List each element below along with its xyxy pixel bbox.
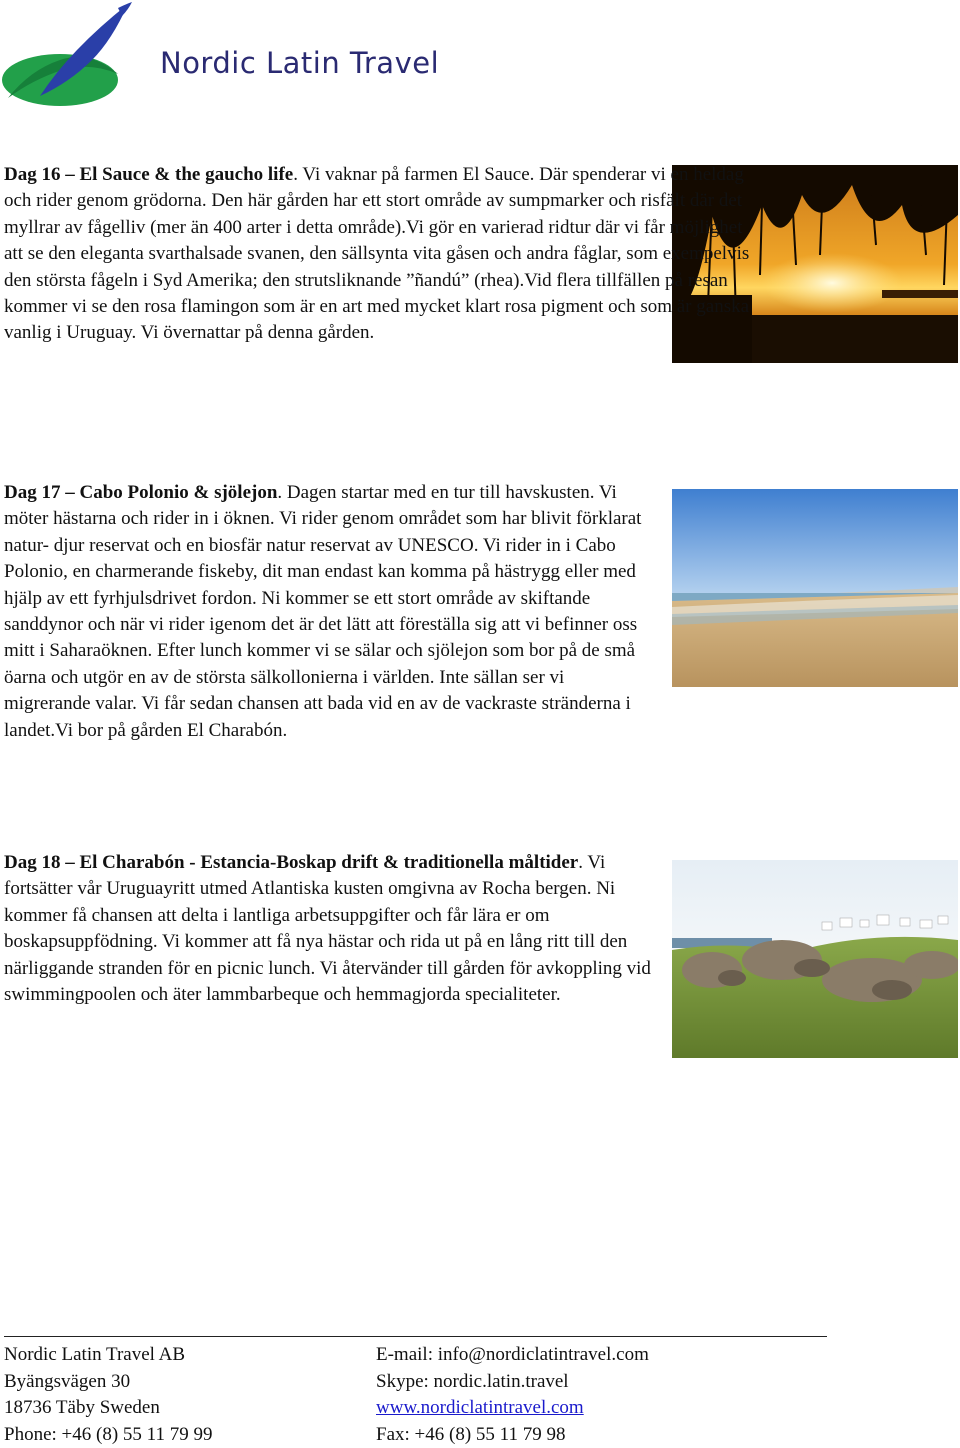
footer-city: 18736 Täby Sweden	[4, 1395, 212, 1422]
day16-title: Dag 16 – El Sauce & the gaucho life	[4, 164, 293, 185]
footer-street: Byängsvägen 30	[4, 1369, 212, 1396]
day18-wrap	[4, 850, 664, 1008]
footer-phone: Phone: +46 (8) 55 11 79 99	[4, 1422, 212, 1448]
footer-company: Nordic Latin Travel AB	[4, 1342, 212, 1369]
day16-section	[4, 162, 764, 347]
day18-section	[4, 850, 664, 1008]
day17-wrap-a	[4, 480, 644, 744]
company-logo	[0, 0, 460, 115]
footer-fax: Fax: +46 (8) 55 11 79 98	[376, 1422, 649, 1448]
footer-divider	[4, 1336, 827, 1337]
day16-wrap	[4, 162, 764, 347]
footer-website-link[interactable]: www.nordiclatintravel.com	[376, 1395, 649, 1422]
footer-skype: Skype: nordic.latin.travel	[376, 1369, 649, 1396]
day17-body: . Dagen startar med en tur till havskusten. Vi möter hästarna och rider in i öknen. Vi rider genom området som har blivit förklarat natur- djur reservat och en biosfär natur reservat av UNESCO. Vi rider in i Cabo Polonio, en charmerande fiskeby, dit man endast kan komma på hästrygg eller med hjälp av ett fyrhjulsdrivet fordon. Ni kommer se ett stort område av skiftande sanddynor och när vi rider igenom det är det lätt att föreställa sig att vi befinner oss mitt i Saharaöknen. Efter lunch kommer vi se sälar och sjölejon som bor på de små öarna och utgör en av de största sälkollonierna i världen. Inte sällan ser vi migrerande valar. Vi får sedan chansen att bada vid en av de vackraste stränderna i landet.Vi bor på gården El Charabón.	[4, 482, 641, 741]
footer-contact	[376, 1342, 649, 1448]
coastal-village-photo	[672, 860, 958, 1058]
logo-mark-icon	[0, 0, 160, 115]
day18-body: . Vi fortsätter vår Uruguayritt utmed Atlantiska kusten omgivna av Rocha bergen. Ni kommer få chansen att delta i lantliga arbetsuppgifter och får lära er om boskapsuppfödning. Vi kommer att få nya hästar och rida ut på en lång ritt till den närliggande stranden för en picnic lunch. Vi återvänder till gården för avkoppling vid swimmingpoolen och äter lammbarbeque och hemmagjorda specialiteter.	[4, 852, 651, 1005]
footer-address	[4, 1342, 212, 1448]
day17-section	[4, 480, 864, 744]
brand-name: Nordic Latin Travel	[160, 46, 439, 80]
day18-title: Dag 18 – El Charabón - Estancia-Boskap drift & traditionella måltider	[4, 852, 578, 873]
footer-email: E-mail: info@nordiclatintravel.com	[376, 1342, 649, 1369]
day17-title: Dag 17 – Cabo Polonio & sjölejon	[4, 482, 277, 503]
day16-body: . Vi vaknar på farmen El Sauce. Där spenderar vi en heldag och rider genom grödorna. Den här gården har ett stort område av sumpmarker och risfält där det myllrar av fågelliv (mer än 400 arter i detta område).Vi gör en varierad ridtur där vi får möjlighet att se den eleganta svarthalsade svanen, den sällsynta vita gåsen och andra fåglar, som exempelvis den största fågeln i Syd Amerika; den strutsliknande ”ñandú” (rhea).Vid flera tillfällen på resan kommer vi se den rosa flamingon som är en art med mycket klart rosa pigment och som är ganska vanlig i Uruguay. Vi övernattar på denna gården.	[4, 164, 749, 343]
